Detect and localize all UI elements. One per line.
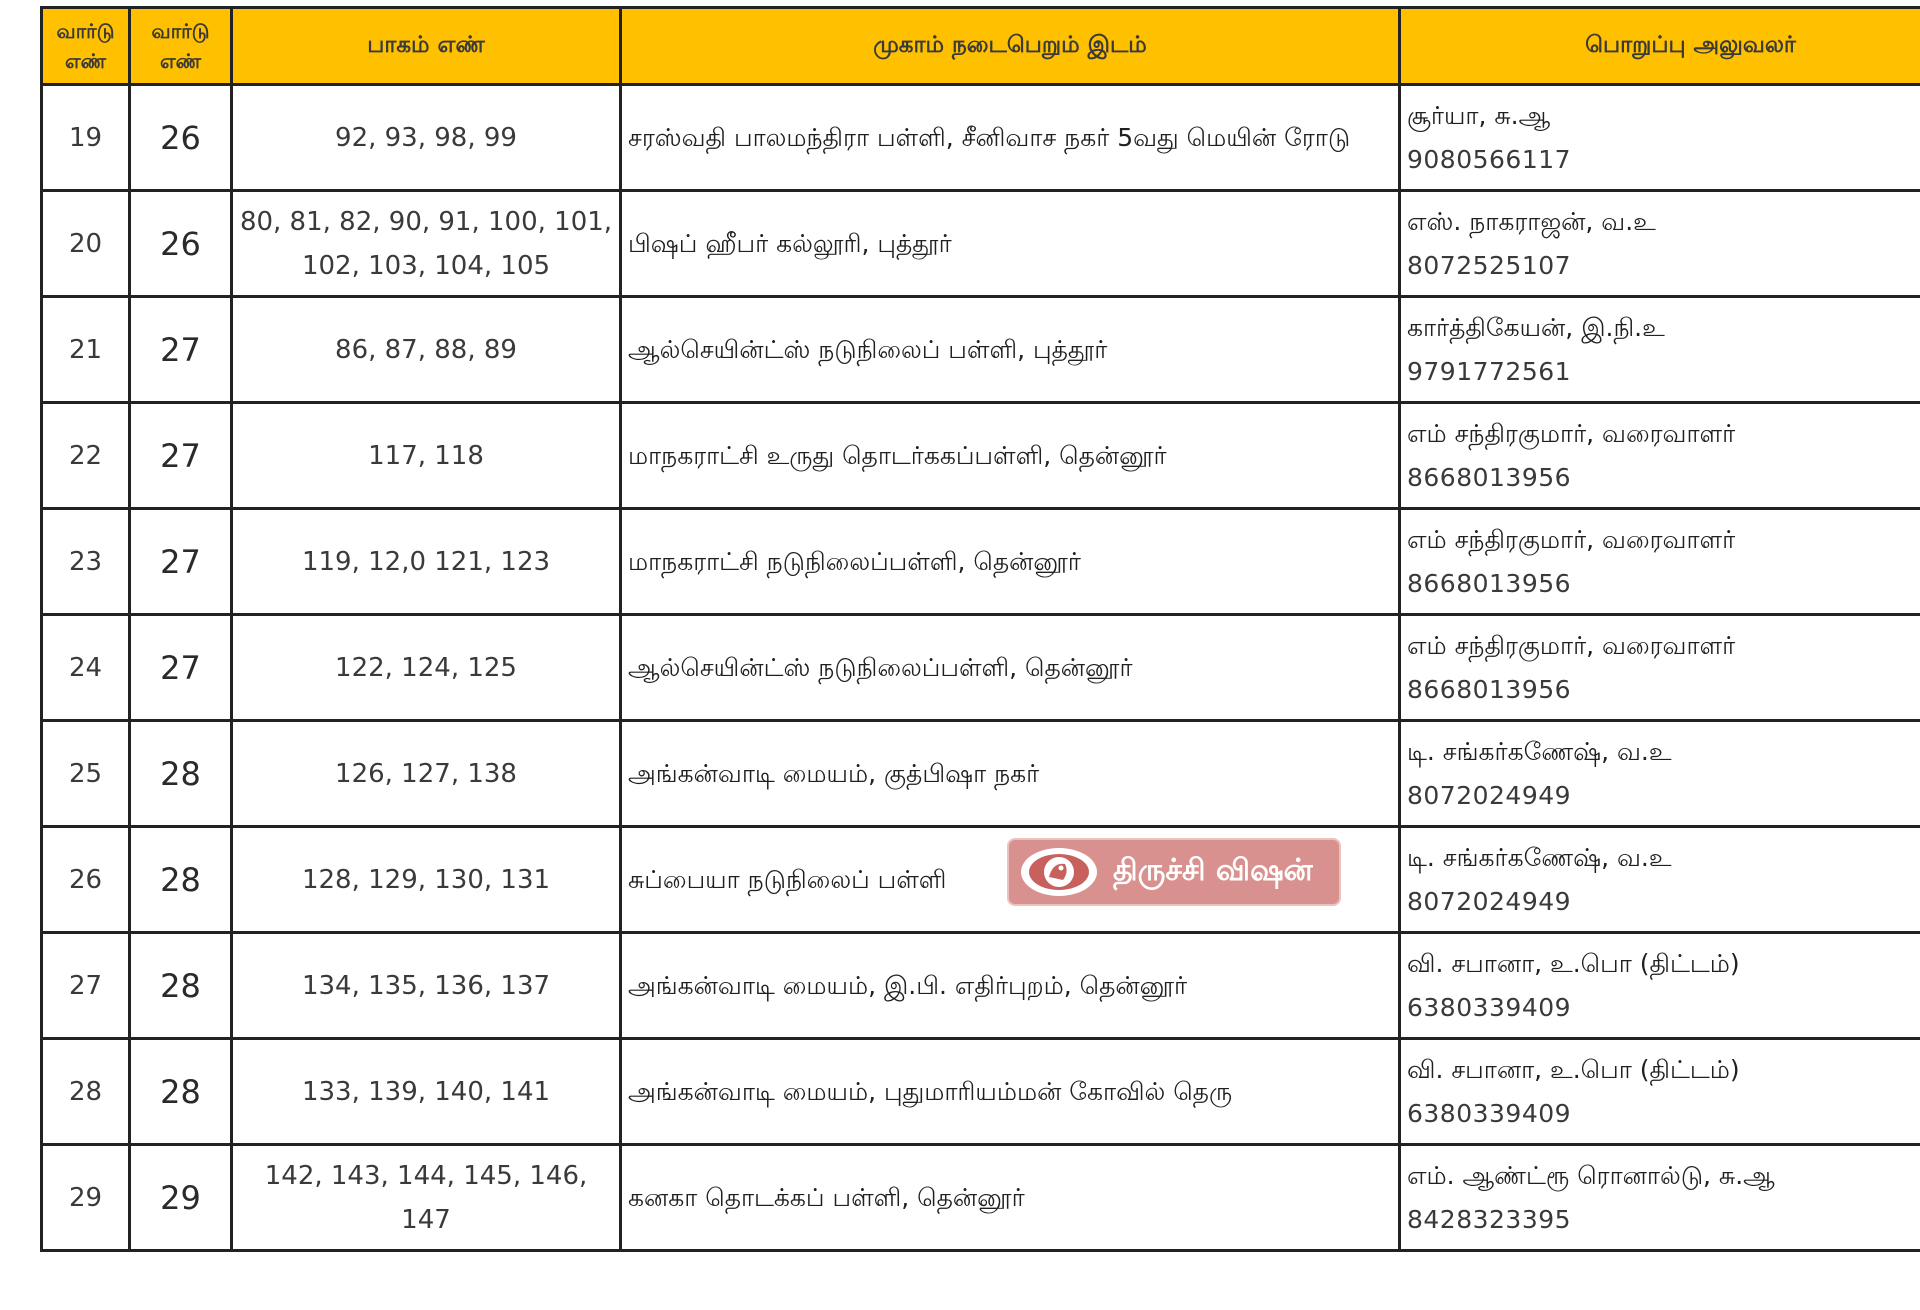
officer-name: வி. சபானா, உ.பொ (திட்டம்) — [1407, 948, 1740, 978]
officer-cell — [1400, 509, 1920, 615]
header-row — [42, 8, 1920, 85]
ward-no-2-cell: 26 — [130, 191, 232, 297]
part-numbers-cell: 133, 139, 140, 141 — [232, 1039, 621, 1145]
document-sheet — [40, 6, 1920, 1280]
table-row — [42, 1039, 1920, 1145]
table-row — [42, 933, 1920, 1039]
ward-no-1-cell: 19 — [42, 85, 130, 191]
part-numbers-cell: 122, 124, 125 — [232, 615, 621, 721]
camp-location-cell: சரஸ்வதி பாலமந்திரா பள்ளி, சீனிவாச நகர் 5வது மெயின் ரோடு — [621, 85, 1400, 191]
officer-name: எம் சந்திரகுமார், வரைவாளர் — [1407, 524, 1736, 554]
officer-phone: 9080566117 — [1407, 144, 1572, 174]
camp-location-cell: மாநகராட்சி உருது தொடர்ககப்பள்ளி, தென்னூர் — [621, 403, 1400, 509]
officer-name: எம். ஆண்ட்ரூ ரொனால்டு, சு.ஆ — [1407, 1160, 1775, 1190]
officer-name: சூர்யா, சு.ஆ — [1407, 100, 1551, 130]
ward-no-1-cell: 26 — [42, 827, 130, 933]
ward-no-2-cell: 28 — [130, 1039, 232, 1145]
officer-cell — [1400, 85, 1920, 191]
ward-no-2-cell: 28 — [130, 827, 232, 933]
table-row — [42, 827, 1920, 933]
table-row — [42, 191, 1920, 297]
table-row — [42, 721, 1920, 827]
ward-no-1-cell: 29 — [42, 1145, 130, 1251]
officer-phone: 8072024949 — [1407, 780, 1572, 810]
ward-no-2-cell: 27 — [130, 509, 232, 615]
officer-cell — [1400, 1145, 1920, 1251]
header-camp-location: முகாம் நடைபெறும் இடம் — [621, 8, 1400, 85]
officer-phone: 8072525107 — [1407, 250, 1572, 280]
camp-schedule-table — [40, 6, 1920, 1252]
ward-no-1-cell: 27 — [42, 933, 130, 1039]
officer-name: வி. சபானா, உ.பொ (திட்டம்) — [1407, 1054, 1740, 1084]
table-row — [42, 1145, 1920, 1251]
camp-location-cell: அங்கன்வாடி மையம், இ.பி. எதிர்புறம், தென்னூர் — [621, 933, 1400, 1039]
ward-no-1-cell: 23 — [42, 509, 130, 615]
ward-no-1-cell: 24 — [42, 615, 130, 721]
table-row — [42, 615, 1920, 721]
ward-no-2-cell: 29 — [130, 1145, 232, 1251]
ward-no-2-cell: 28 — [130, 721, 232, 827]
officer-phone: 8668013956 — [1407, 462, 1572, 492]
officer-name: எம் சந்திரகுமார், வரைவாளர் — [1407, 630, 1736, 660]
officer-phone: 9791772561 — [1407, 356, 1572, 386]
table-body — [42, 85, 1920, 1251]
ward-no-2-cell: 28 — [130, 933, 232, 1039]
part-numbers-cell: 117, 118 — [232, 403, 621, 509]
officer-name: டி. சங்கர்கணேஷ், வ.உ — [1407, 736, 1672, 766]
eye-logo-icon — [1017, 844, 1101, 900]
header-ward-no-1: வார்டு எண் — [42, 8, 130, 85]
table-row — [42, 403, 1920, 509]
table-row — [42, 509, 1920, 615]
table-row — [42, 297, 1920, 403]
camp-location-cell: மாநகராட்சி நடுநிலைப்பள்ளி, தென்னூர் — [621, 509, 1400, 615]
ward-no-2-cell: 26 — [130, 85, 232, 191]
officer-phone: 8668013956 — [1407, 568, 1572, 598]
officer-phone: 8072024949 — [1407, 886, 1572, 916]
header-officer: பொறுப்பு அலுவலர் — [1400, 8, 1920, 85]
camp-location-cell: சுப்பையா நடுநிலைப் பள்ளி — [621, 827, 1400, 933]
part-numbers-cell: 126, 127, 138 — [232, 721, 621, 827]
officer-cell — [1400, 827, 1920, 933]
camp-location-cell: பிஷப் ஹீபர் கல்லூரி, புத்தூர் — [621, 191, 1400, 297]
ward-no-1-cell: 22 — [42, 403, 130, 509]
part-numbers-cell: 92, 93, 98, 99 — [232, 85, 621, 191]
part-numbers-cell: 80, 81, 82, 90, 91, 100, 101, 102, 103, 104, 105 — [232, 191, 621, 297]
ward-no-2-cell: 27 — [130, 297, 232, 403]
officer-cell — [1400, 403, 1920, 509]
officer-cell — [1400, 191, 1920, 297]
officer-phone: 8428323395 — [1407, 1204, 1572, 1234]
camp-location-cell: அங்கன்வாடி மையம், புதுமாரியம்மன் கோவில் தெரு — [621, 1039, 1400, 1145]
table-row — [42, 85, 1920, 191]
table-header — [42, 8, 1920, 85]
officer-cell — [1400, 615, 1920, 721]
part-numbers-cell: 119, 12,0 121, 123 — [232, 509, 621, 615]
ward-no-1-cell: 25 — [42, 721, 130, 827]
camp-location-cell: ஆல்செயின்ட்ஸ் நடுநிலைப் பள்ளி, புத்தூர் — [621, 297, 1400, 403]
officer-name: எம் சந்திரகுமார், வரைவாளர் — [1407, 418, 1736, 448]
ward-no-2-cell: 27 — [130, 403, 232, 509]
ward-no-1-cell: 20 — [42, 191, 130, 297]
camp-location-cell: அங்கன்வாடி மையம், குத்பிஷா நகர் — [621, 721, 1400, 827]
officer-phone: 6380339409 — [1407, 1098, 1572, 1128]
officer-phone: 6380339409 — [1407, 992, 1572, 1022]
header-part-no: பாகம் எண் — [232, 8, 621, 85]
watermark-text: திருச்சி விஷன் — [1113, 852, 1313, 888]
officer-cell — [1400, 1039, 1920, 1145]
officer-cell — [1400, 721, 1920, 827]
header-ward-no-2: வார்டு எண் — [130, 8, 232, 85]
ward-no-2-cell: 27 — [130, 615, 232, 721]
part-numbers-cell: 142, 143, 144, 145, 146, 147 — [232, 1145, 621, 1251]
camp-location-cell: கனகா தொடக்கப் பள்ளி, தென்னூர் — [621, 1145, 1400, 1251]
part-numbers-cell: 128, 129, 130, 131 — [232, 827, 621, 933]
officer-cell — [1400, 297, 1920, 403]
camp-location-cell: ஆல்செயின்ட்ஸ் நடுநிலைப்பள்ளி, தென்னூர் — [621, 615, 1400, 721]
officer-name: கார்த்திகேயன், இ.நி.உ — [1407, 312, 1665, 342]
watermark-badge — [1009, 840, 1339, 904]
officer-phone: 8668013956 — [1407, 674, 1572, 704]
ward-no-1-cell: 21 — [42, 297, 130, 403]
officer-cell — [1400, 933, 1920, 1039]
ward-no-1-cell: 28 — [42, 1039, 130, 1145]
officer-name: எஸ். நாகராஜன், வ.உ — [1407, 206, 1656, 236]
part-numbers-cell: 134, 135, 136, 137 — [232, 933, 621, 1039]
officer-name: டி. சங்கர்கணேஷ், வ.உ — [1407, 842, 1672, 872]
part-numbers-cell: 86, 87, 88, 89 — [232, 297, 621, 403]
